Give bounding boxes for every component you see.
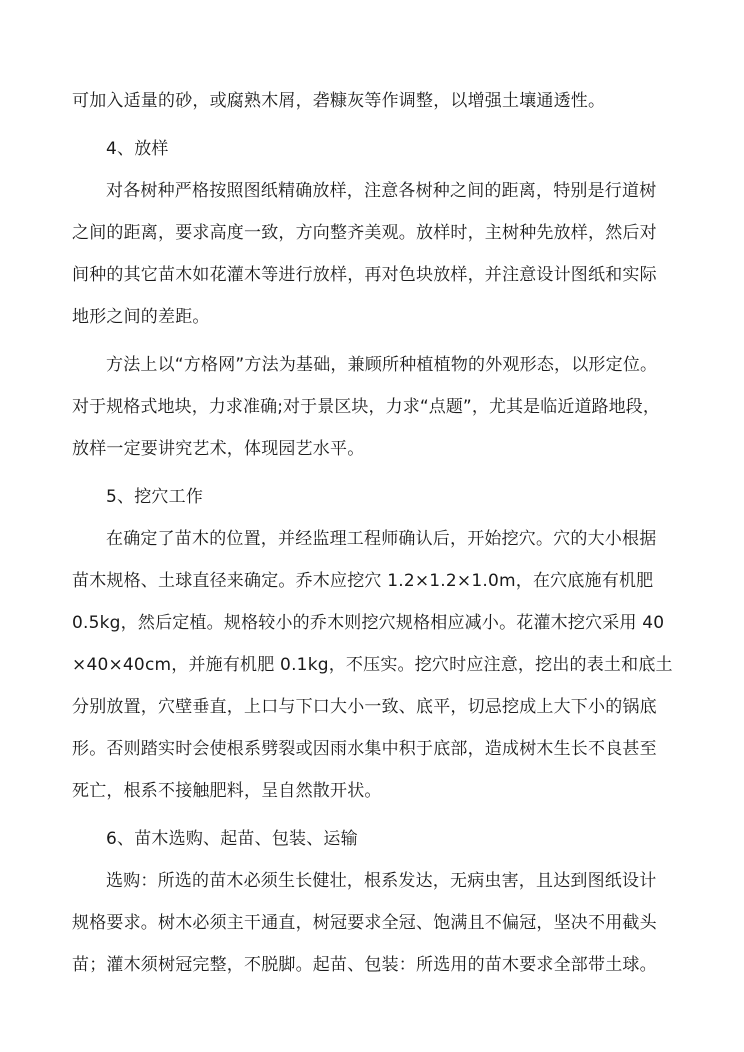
text-line: 苗木规格、土球直径来确定。乔木应挖穴 1.2×1.2×1.0m，在穴底施有机肥 [72,571,654,591]
text-line: 苗；灌木须树冠完整，不脱脚。起苗、包装：所选用的苗木要求全部带土球。 [72,955,657,975]
text-line: 0.5kg，然后定植。规格较小的乔木则挖穴规格相应减小。花灌木挖穴采用 40 [72,613,665,633]
text-line: 形。否则踏实时会使根系劈裂或因雨水集中积于底部，造成树木生长不良甚至 [72,739,657,759]
text-line: 选购：所选的苗木必须生长健壮，根系发达，无病虫害，且达到图纸设计 [106,871,657,891]
text-line: 放样一定要讲究艺术，体现园艺水平。 [72,439,365,459]
paragraph-seedling-selection [72,860,674,986]
paragraph-layout-rules [72,170,674,338]
text-line: 规格要求。树木必须主干通直，树冠要求全冠、饱满且不偏冠，坚决不用截头 [72,913,657,933]
text-line: 对各树种严格按照图纸精确放样，注意各树种之间的距离，特别是行道树 [106,181,657,201]
paragraph-soil-adjustment [72,80,674,122]
text-line: 可加入适量的砂，或腐熟木屑，砻糠灰等作调整，以增强土壤通透性。 [72,91,606,111]
text-line: 对于规格式地块，力求准确;对于景区块，力求“点题”，尤其是临近道路地段， [72,397,660,417]
paragraph-digging-holes [72,518,674,812]
text-line: 方法上以“方格网”方法为基础，兼顾所种植植物的外观形态，以形定位。 [106,355,658,375]
text-line: 之间的距离，要求高度一致，方向整齐美观。放样时，主树种先放样，然后对 [72,223,657,243]
paragraph-layout-method [72,344,674,470]
text-line: 死亡，根系不接触肥料，呈自然散开状。 [72,781,382,801]
section-heading-layout: 4、放样 [106,139,169,159]
text-line: ×40×40cm，并施有机肥 0.1kg，不压实。挖穴时应注意，挖出的表土和底土 [72,655,673,675]
text-line: 分别放置，穴壁垂直，上口与下口大小一致、底平，切忌挖成上大下小的锅底 [72,697,657,717]
text-line: 在确定了苗木的位置，并经监理工程师确认后，开始挖穴。穴的大小根据 [106,529,657,549]
section-heading-seedlings: 6、苗木选购、起苗、包装、运输 [106,829,358,849]
text-line: 间种的其它苗木如花灌木等进行放样，再对色块放样，并注意设计图纸和实际 [72,265,657,285]
section-heading-digging: 5、挖穴工作 [106,487,204,507]
text-line: 地形之间的差距。 [72,307,210,327]
